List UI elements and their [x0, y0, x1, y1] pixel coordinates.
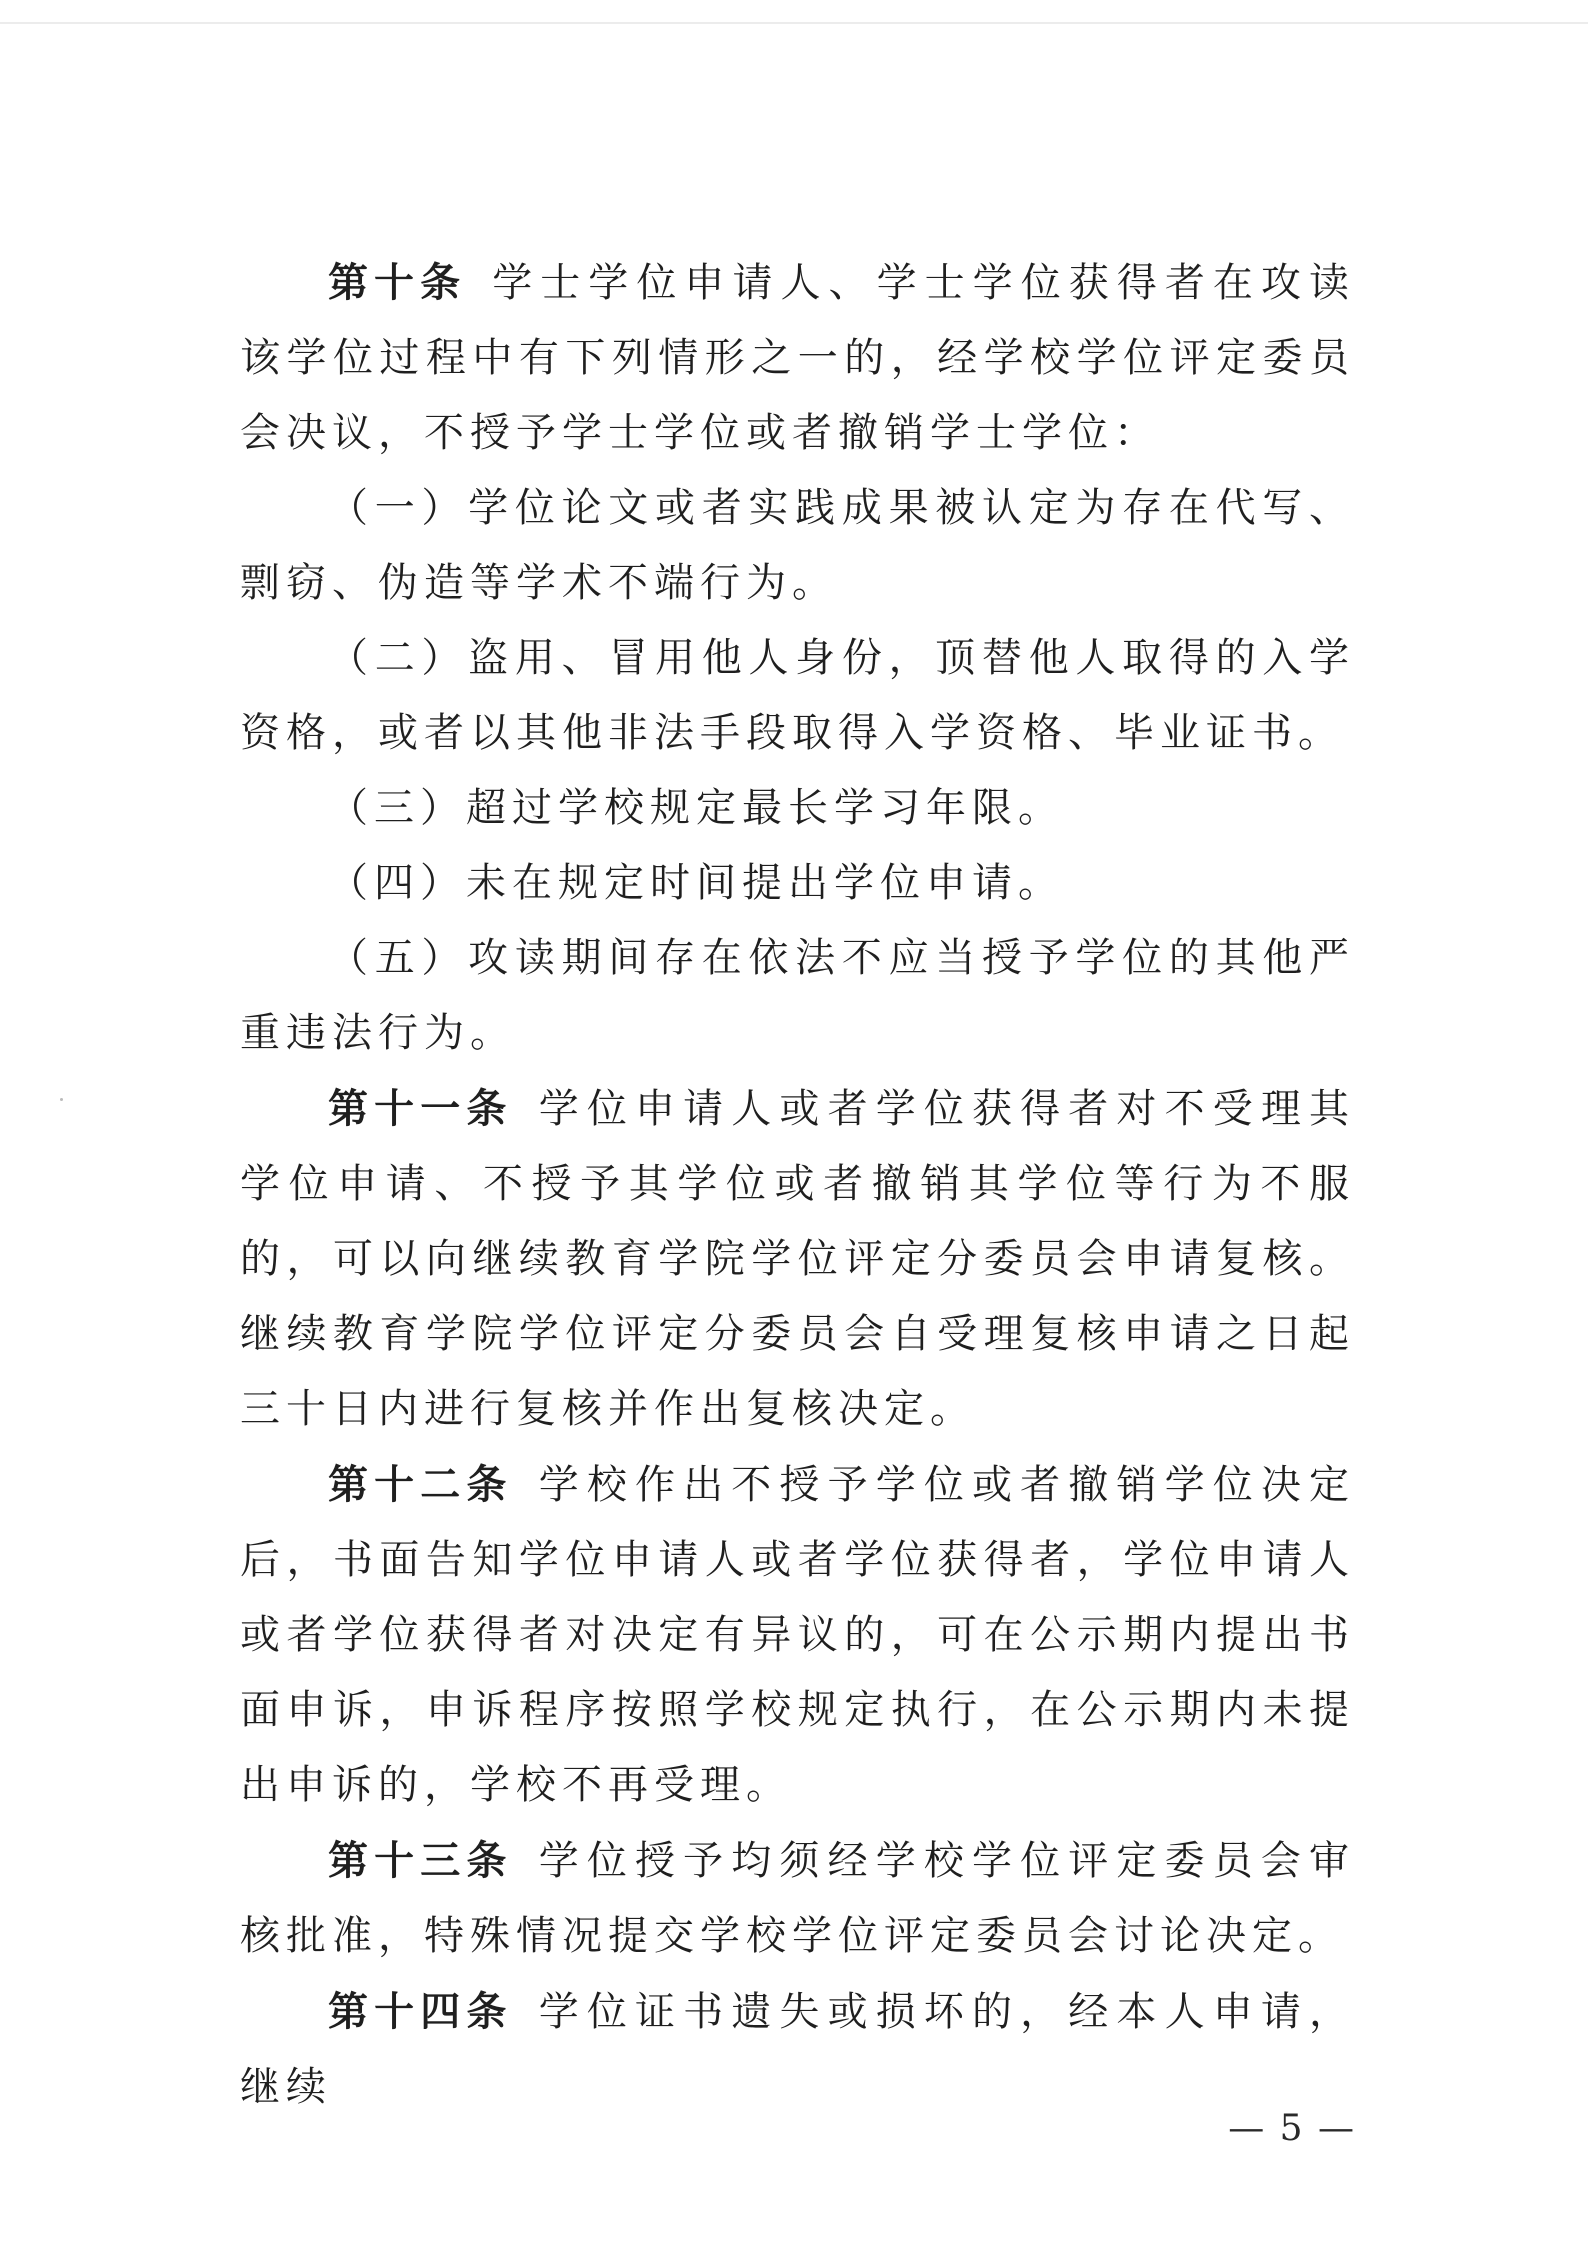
paragraph-text: （三）超过学校规定最长学习年限。 — [328, 785, 1064, 831]
paragraph-text: 学位授予均须经学校学位评定委员会审核批准，特殊情况提交学校学位评定委员会讨论决定。 — [240, 1838, 1356, 1959]
paragraph-item-1 — [240, 471, 1355, 621]
paragraph-article-10 — [240, 245, 1355, 471]
paragraph-text: 学校作出不授予学位或者撤销学位决定后，书面告知学位申请人或者学位获得者，学位申请人或者学位获得者对决定有异议的，可在公示期内提出书面申诉，申诉程序按照学校规定执行，在公示期内未提出申诉的，学校不再受理。 — [240, 1462, 1356, 1808]
article-heading: 第十一条 — [328, 1085, 513, 1132]
scan-speck — [60, 1098, 63, 1101]
paragraph-text: 学位申请人或者学位获得者对不受理其学位申请、不授予其学位或者撤销其学位等行为不服的，可以向继续教育学院学位评定分委员会申请复核。继续教育学院学位评定分委员会自受理复核申请之日起三十日内进行复核并作出复核决定。 — [240, 1086, 1356, 1432]
paragraph-item-4 — [240, 846, 1355, 921]
article-heading: 第十四条 — [328, 1988, 513, 2035]
article-heading: 第十条 — [328, 259, 467, 306]
scan-top-edge — [0, 22, 1588, 24]
paragraph-item-5 — [240, 921, 1355, 1071]
paragraph-item-2 — [240, 621, 1355, 771]
article-heading: 第十二条 — [328, 1461, 513, 1508]
paragraph-text: 学位证书遗失或损坏的，经本人申请，继续 — [240, 1989, 1356, 2110]
paragraph-item-3 — [240, 771, 1355, 846]
paragraph-article-14 — [240, 1974, 1355, 2125]
paragraph-text: 学士学位申请人、学士学位获得者在攻读该学位过程中有下列情形之一的，经学校学位评定委员会决议，不授予学士学位或者撤销学士学位： — [240, 260, 1356, 456]
paragraph-article-13 — [240, 1823, 1355, 1974]
document-body — [240, 245, 1355, 2125]
paragraph-text: （四）未在规定时间提出学位申请。 — [328, 860, 1064, 906]
paragraph-article-12 — [240, 1447, 1355, 1823]
page-number: — 5 — — [1228, 2108, 1356, 2149]
paragraph-text: （五）攻读期间存在依法不应当授予学位的其他严重违法行为。 — [240, 935, 1355, 1056]
paragraph-text: （二）盗用、冒用他人身份，顶替他人取得的入学资格，或者以其他非法手段取得入学资格、毕业证书。 — [240, 635, 1355, 756]
paragraph-text: （一）学位论文或者实践成果被认定为存在代写、剽窃、伪造等学术不端行为。 — [240, 485, 1355, 606]
article-heading: 第十三条 — [328, 1837, 513, 1884]
paragraph-article-11 — [240, 1071, 1355, 1447]
